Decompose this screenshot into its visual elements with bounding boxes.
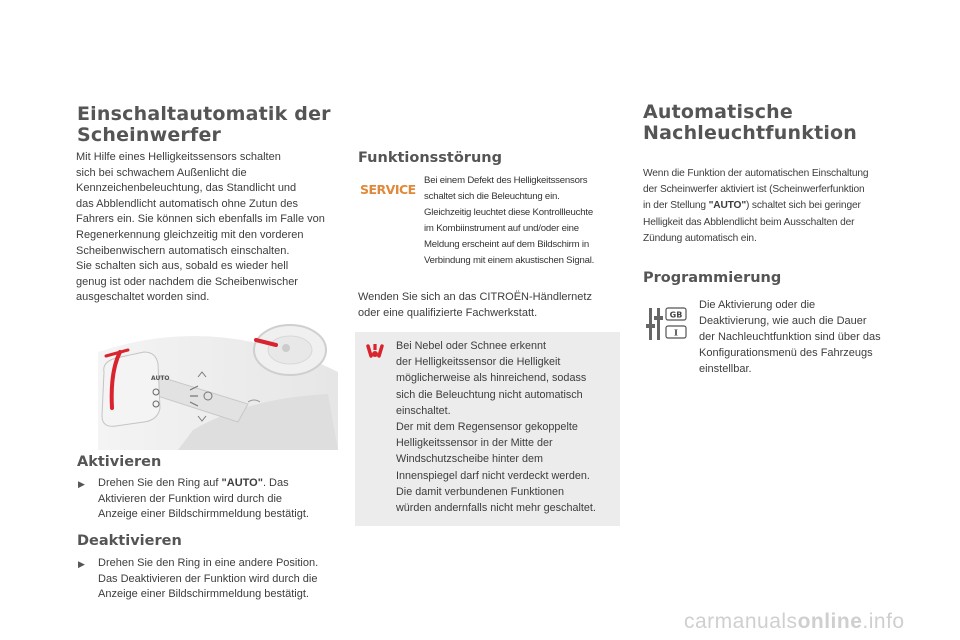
lighting-stalk-illustration [98, 312, 338, 450]
intro-line: Sie schalten sich aus, sobald es wieder hell [76, 260, 289, 273]
note-line: Windschutzscheibe hinter dem [396, 453, 544, 466]
intro-line: Mit Hilfe eines Helligkeitssensors schalten [76, 151, 281, 163]
title-line-2: Scheinwerfer [77, 124, 222, 146]
auto-ring-label: AUTO [151, 375, 170, 382]
title-line-1: Einschaltautomatik der [77, 103, 331, 125]
activate-heading: Aktivieren [77, 454, 162, 470]
follow-me-home-paragraph: Wenn die Funktion der automatischen Einschaltung der Scheinwerfer aktiviert ist (Scheinwerferfunktion in der Stellung "AUTO") schaltet sich bei geringer Helligkeit das Abblendlicht beim Ausschalten der Zündung automatisch ein. [643, 168, 869, 244]
dealer-advice: Wenden Sie sich an das CITROËN-Händlernetz oder eine qualifizierte Fachwerkstatt. [358, 291, 592, 319]
intro-line: Kennzeichenbeleuchtung, das Standlicht und [76, 182, 297, 195]
svg-text:I: I [674, 328, 678, 339]
note-line: würden andernfalls nicht mehr geschaltet. [396, 502, 596, 515]
bullet-icon: ▶ [78, 559, 85, 569]
note-line: sich die Beleuchtung nicht automatisch [396, 388, 583, 401]
fault-description: Bei einem Defekt des Helligkeitssensors schaltet sich die Beleuchtung ein. Gleichzeitig leuchtet diese Kontrollleuchte im Kombiinstrument auf und/oder eine Meldung erscheint auf dem Bildschirm in Verbindung mit einem akustischen Signal. [424, 175, 595, 266]
activate-instruction: ▶ Drehen Sie den Ring auf "AUTO". Das Aktivieren der Funktion wird durch die Anzeige einer Bildschirmmeldung bestätigt. [78, 477, 309, 521]
deactivate-instruction: ▶ Drehen Sie den Ring in eine andere Position. Das Deaktivieren der Funktion wird durch die Anzeige einer Bildschirmmeldung bestätigt. [78, 557, 319, 601]
intro-paragraph [76, 150, 351, 306]
intro-line: Scheibenwischern automatisch einschalten. [76, 244, 290, 257]
note-line: Der mit dem Regensensor gekoppelte [396, 421, 578, 434]
intro-line: Fahrers ein. Sie können sich ebenfalls im Falle von [76, 213, 325, 226]
bullet-icon: ▶ [78, 479, 85, 489]
intro-line: genug ist oder nachdem die Scheibenwischer [76, 275, 298, 288]
note-line: Bei Nebel oder Schnee erkennt [396, 340, 547, 352]
note-line: einschaltet. [396, 404, 451, 417]
note-box [355, 332, 620, 526]
intro-line: ausgeschaltet worden sind. [76, 291, 210, 304]
intro-line: das Abblendlicht automatisch ohne Zutun des [76, 197, 298, 210]
note-line: der Helligkeitssensor die Helligkeit [396, 356, 561, 369]
deactivate-heading: Deaktivieren [77, 533, 182, 549]
intro-line: sich bei schwachem Außenlicht die [76, 166, 247, 179]
note-line: Die damit verbundenen Funktionen [396, 485, 565, 498]
note-line: möglicherweise als hinreichend, sodass [396, 372, 587, 385]
watermark: carmanualsonline.info [684, 610, 905, 633]
programming-heading: Programmierung [643, 270, 782, 286]
note-line: Helligkeitssensor in der Mitte der [396, 437, 553, 450]
intro-line: Regenerkennung gleichzeitig mit den vorderen [76, 228, 304, 241]
svg-text:GB: GB [669, 310, 683, 320]
svg-text:SERVICE: SERVICE [360, 182, 416, 197]
section-title-follow-me-home: Automatische Nachleuchtfunktion [643, 101, 858, 144]
settings-menu-icon [646, 304, 690, 344]
programming-description: Die Aktivierung oder die Deaktivierung, wie auch die Dauer der Nachleuchtfunktion sind über das Konfigurationsmenü des Fahrzeugs einstellbar. [699, 299, 881, 375]
malfunction-heading: Funktionsstörung [358, 150, 502, 166]
warning-exclamation-icon [365, 342, 385, 362]
note-line: Innenspiegel darf nicht verdeckt werden. [396, 469, 590, 482]
service-warning-icon [360, 180, 416, 198]
section-title-headlamps [77, 104, 347, 146]
